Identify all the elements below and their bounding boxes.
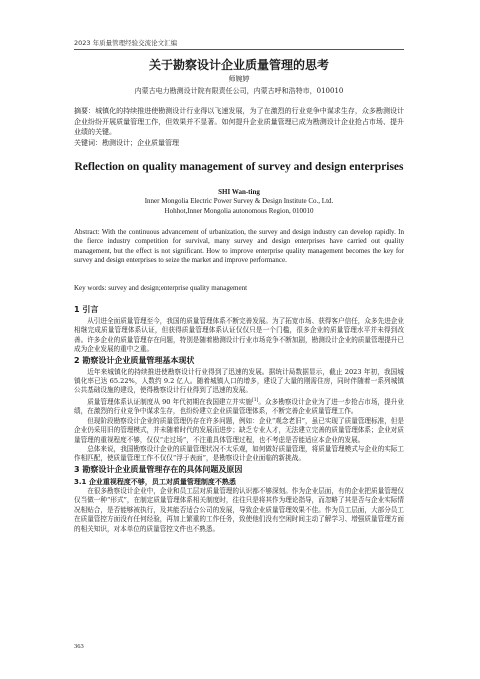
chinese-author: 师婉婷 (228, 75, 250, 83)
section-2-paragraph-3: 但现阶段勘察设计企业的质量管理仍存在许多问题，例如：企业“观念老旧”，虽已实现了质量管理标准，但是企业仍采用旧的管理模式，并未随着时代的发展而进步；缺乏专业人才，无法建立完善的质量管理体系；企业对质量管理的重视程度不够，仅仅“走过场”，不注重具体管理过程，也不考虑是否能适应本企业的发展。 (74, 416, 404, 444)
section-3-1-heading: 3.1 企业重视程度不够，员工对质量管理制度不熟悉 (74, 477, 236, 486)
english-affiliation-line1: Inner Mongolia Electric Power Survey & Design Institute Co., Ltd. (144, 197, 334, 205)
chinese-keywords: 关键词：勘测设计；企业质量管理 (74, 139, 179, 147)
section-2-paragraph-4: 总体来说，我国勘察设计企业的质量管理状况不太乐观，如何做好质量管理，将质量管理模式与企业的实际工作相匹配，使质量管理工作不仅仅“浮于表面”，是勘察设计企业面临的新挑战。 (74, 445, 404, 463)
section-3-heading: 3 勘察设计企业质量管理存在的具体问题及原因 (74, 464, 243, 474)
section-2-paragraph-2-part-a: 质量管理体系认证制度从 90 年代初期在我国建立并实施 (87, 398, 253, 407)
section-3-1-paragraph-1: 在很多勘察设计企业中，企业和员工层对质量管理的认识都不够深刻。作为企业层面，有的企业把质量管理仅仅当做一种“形式”，在制定质量管理体系相关制度时，往往只是将其作为理论指导，而忽略了其是否与企业实际情况相贴合，是否能够被执行，及其能否适合公司的发展，导致企业质量管理效果不佳。作为员工层面，大部分员工在质量管控方面没有任何经验，再加上繁重的工作任务，致使他们没有空闲时间主动了解学习、增强质量管理方面的相关知识，对本单位的质量管控文件也不熟悉。 (74, 486, 404, 533)
citation-ref: [1] (252, 397, 259, 403)
english-author: SHI Wan-ting (218, 188, 260, 196)
section-2-heading: 2 勘察设计企业质量管理基本现状 (74, 355, 195, 365)
section-1-paragraph-1: 从引进全面质量管理至今，我国的质量管理体系不断完善发展。为了拓宽市场、获得客户信任，众多先进企业相继完成质量管理体系认证，但获得质量管理体系认证仅仅只是一个门槛，很多企业的质量管理水平并未得到改善。许多企业的质量管理存在问题，特别是随着勘测设计行业市场竞争不断加剧，勘测设计企业的质量管理提升已成为企业发展的重中之重。 (74, 317, 404, 354)
english-affiliation-line2: Hohhot,Inner Mongolia autonomous Region, 010010 (164, 206, 314, 215)
section-1-heading: 1 引言 (74, 305, 99, 314)
section-2-paragraph-1: 近年来城镇化的持续推进使勘察设计行业得到了迅速的发展。据统计局数据显示，截止 2023 年初，我国城镇化率已达 65.22%，人数约 9.2 亿人。随着城镇人口的增多，建设了大量的刚需住房，同时伴随着一系列城镇公共基础设施的建设，使得勘察设计行业得到了迅速的发展。 (74, 367, 404, 395)
chinese-affiliation: 内蒙古电力勘测设计院有限责任公司，内蒙古呼和浩特市，010010 (134, 87, 344, 95)
english-title: Reflection on quality management of survey and design enterprises (74, 161, 404, 173)
section-2-paragraph-2-part-b: 。众多勘察设计企业为了进一步抢占市场，提升业绩，在激烈的行业竞争中谋求生存，也纷纷建立企业质量管理体系，不断完善企业质量管理工作。 (74, 398, 404, 416)
section-2-paragraph-2 (74, 396, 404, 417)
paper-body (74, 304, 404, 534)
english-affiliation (74, 197, 404, 216)
running-head: 2023 年质量管理经验交流论文汇编 (74, 38, 404, 50)
english-abstract: Abstract: With the continuous advancement of urbanization, the survey and design industry can develop rapidly. In the fierce industry competition for survival, many survey and design enterprises have carried out quality management, but the effect is not significant. How to improve enterprise quality management becomes the key for survey and design enterprises to seize the market and improve performance. (74, 228, 404, 264)
chinese-title: 关于勘察设计企业质量管理的思考 (148, 58, 329, 72)
chinese-abstract: 摘要：城镇化的持续推进使勘测设计行业得以飞速发展，为了在激烈的行业竞争中谋求生存，众多勘测设计企业纷纷开展质量管理工作，但效果并不显著。如何提升企业质量管理已成为勘测设计企业抢占市场、提升业绩的关键。 (74, 107, 404, 136)
page-number: 363 (74, 643, 84, 650)
english-keywords: Key words: survey and design;enterprise quality management (74, 284, 248, 292)
